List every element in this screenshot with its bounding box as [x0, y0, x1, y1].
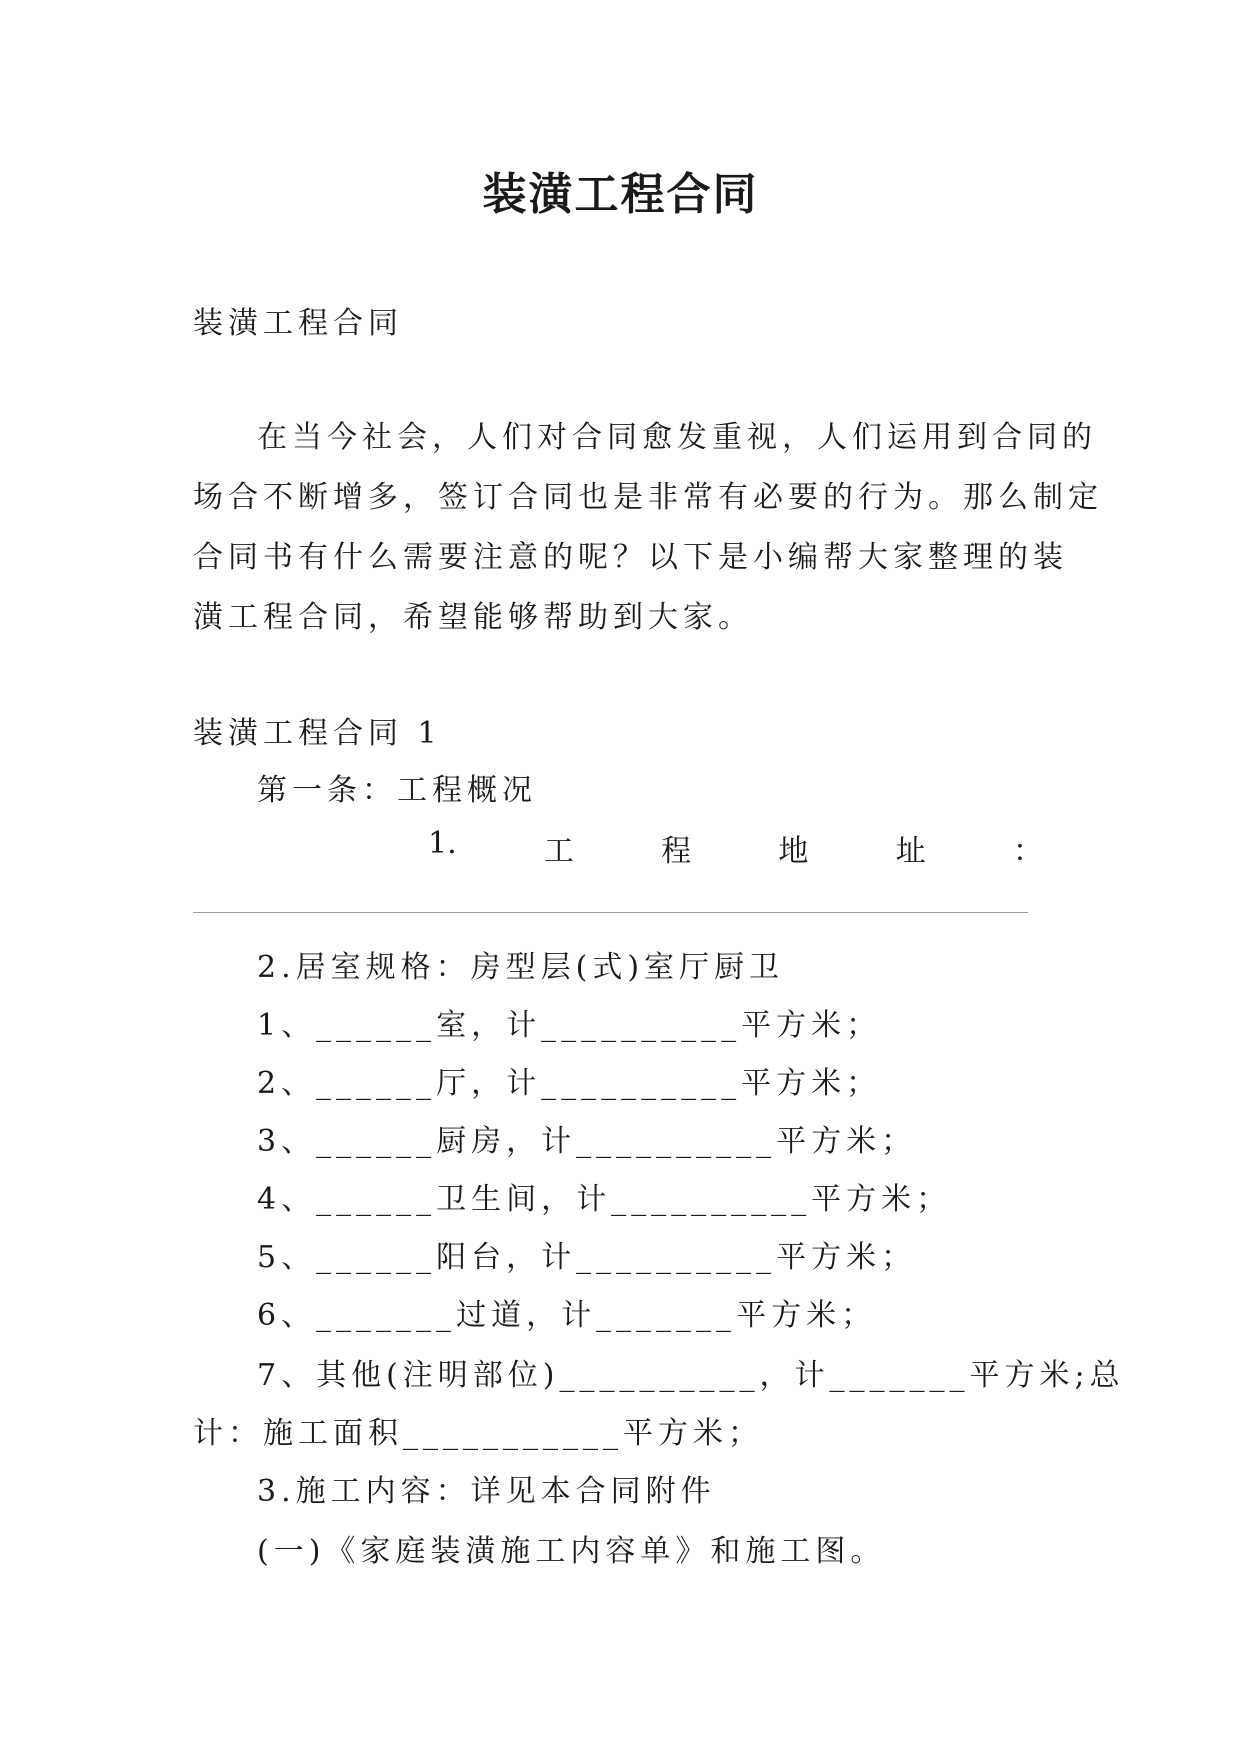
article-1-heading: 第一条：工程概况	[257, 773, 537, 808]
room-line-4: 4、______卫生间，计__________平方米；	[257, 1182, 952, 1217]
address-blank-line	[193, 912, 1028, 913]
address-label-part: 工	[543, 834, 574, 869]
document-subtitle: 装潢工程合同	[193, 306, 403, 341]
intro-line-3: 合同书有什么需要注意的呢？以下是小编帮大家整理的装	[193, 540, 1068, 575]
total-area-line: 计：施工面积___________平方米；	[193, 1416, 763, 1451]
address-label-part: 1.	[428, 826, 457, 861]
address-label	[428, 826, 1043, 870]
address-label-part: ：	[1012, 834, 1043, 869]
address-label-part: 程	[661, 834, 692, 869]
address-label-part: 址	[895, 834, 926, 869]
room-line-5: 5、______阳台，计__________平方米；	[257, 1240, 917, 1275]
room-line-7: 7、其他(注明部位)__________，计_______平方米;总	[257, 1358, 1125, 1393]
document-title: 装潢工程合同	[482, 169, 759, 220]
section-heading: 装潢工程合同 1	[193, 716, 442, 751]
item-3-construction: 3.施工内容：详见本合同附件	[257, 1474, 716, 1509]
intro-line-4: 潢工程合同，希望能够帮助到大家。	[193, 600, 753, 635]
room-line-6: 6、_______过道，计_______平方米；	[257, 1298, 877, 1333]
intro-line-2: 场合不断增多，签订合同也是非常有必要的行为。那么制定	[193, 480, 1103, 515]
item-3-attachment: (一)《家庭装潢施工内容单》和施工图。	[257, 1534, 886, 1569]
room-line-1: 1、______室，计__________平方米；	[257, 1008, 882, 1043]
address-label-part: 地	[778, 834, 809, 869]
room-line-2: 2、______厅，计__________平方米；	[257, 1066, 882, 1101]
intro-line-1: 在当今社会，人们对合同愈发重视，人们运用到合同的	[257, 420, 1097, 455]
item-2-room-spec: 2.居室规格：房型层(式)室厅厨卫	[257, 950, 785, 985]
room-line-3: 3、______厨房，计__________平方米；	[257, 1124, 917, 1159]
